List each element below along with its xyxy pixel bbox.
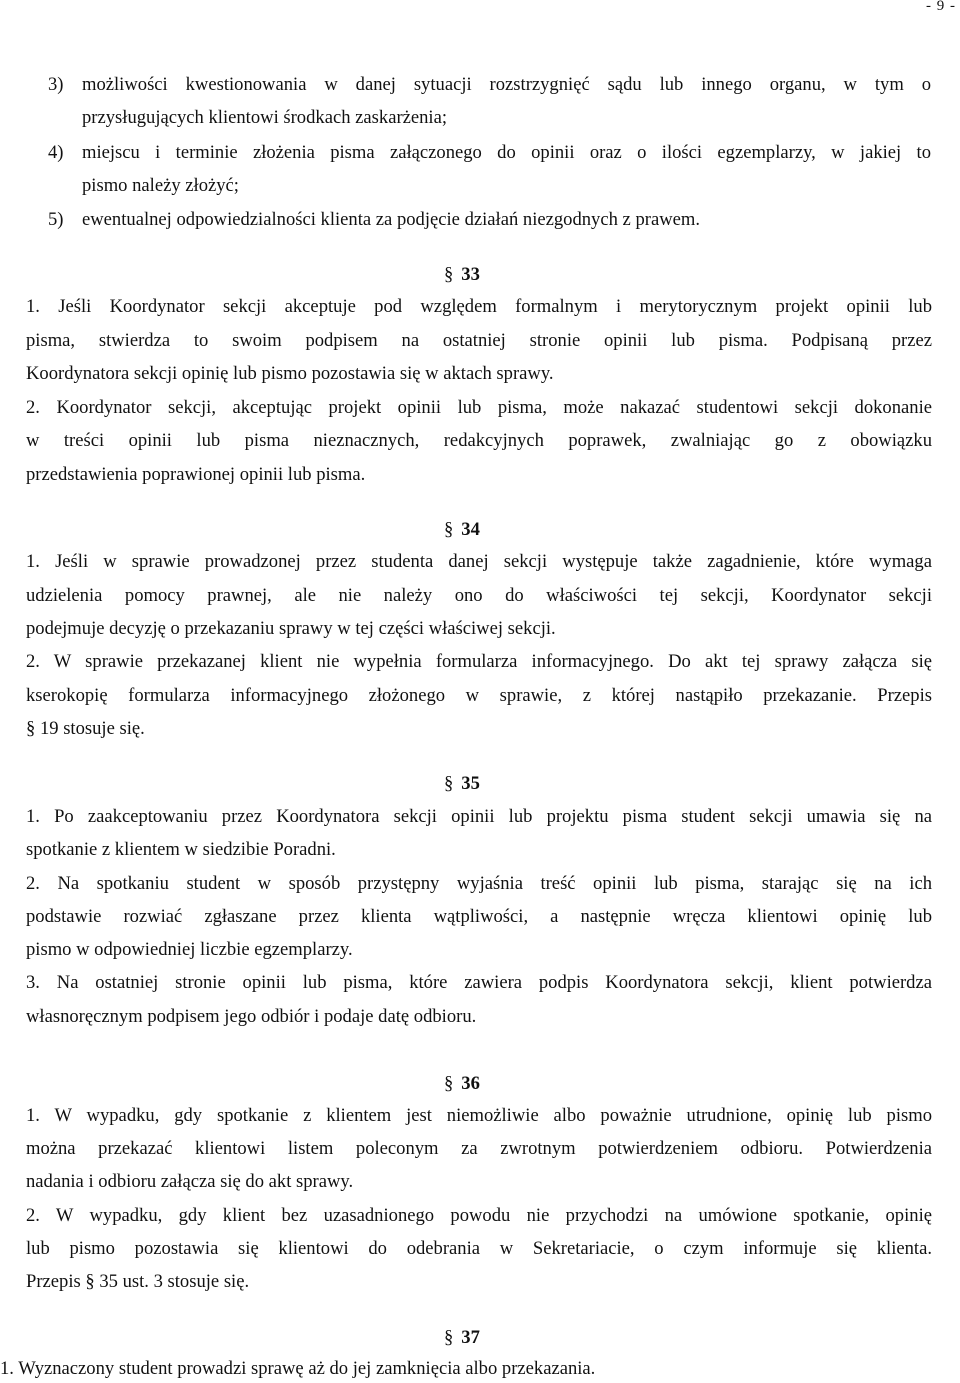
paragraph-line: Przepis § 35 ust. 3 stosuje się. <box>26 1271 250 1292</box>
paragraph-line: 2. Na spotkaniu student w sposób przystępny wyjaśnia treść opinii lub pisma, starając się na ich <box>26 873 932 894</box>
list-item-number: 5) <box>48 209 64 230</box>
paragraph-line: § 19 stosuje się. <box>26 718 145 739</box>
section-number: 36 <box>461 1073 480 1094</box>
paragraph-line: pisma, stwierdza to swoim podpisem na ostatniej stronie opinii lub pisma. Podpisaną przez <box>26 330 932 351</box>
paragraph-line: 2. Koordynator sekcji, akceptując projekt opinii lub pisma, może nakazać studentowi sekcji dokonanie <box>26 397 932 418</box>
section-number: 34 <box>461 519 480 540</box>
paragraph-line: 1. Jeśli Koordynator sekcji akceptuje pod względem formalnym i merytorycznym projekt opinii lub <box>26 296 932 317</box>
paragraph-line: przedstawienia poprawionej opinii lub pisma. <box>26 464 366 485</box>
section-number: 35 <box>461 773 480 794</box>
paragraph-line: pismo w odpowiedniej liczbie egzemplarzy. <box>26 939 353 960</box>
paragraph-line: w treści opinii lub pisma nieznacznych, redakcyjnych poprawek, zwalniając go z obowiązku <box>26 430 932 451</box>
section-symbol: § <box>444 264 454 285</box>
paragraph-line: 1. W wypadku, gdy spotkanie z klientem jest niemożliwie albo poważnie utrudnione, opinię lub pismo <box>26 1105 932 1126</box>
section-symbol: § <box>444 1327 454 1348</box>
paragraph-line: udzielenia pomocy prawnej, ale nie należy ono do właściwości tej sekcji, Koordynator sekcji <box>26 585 932 606</box>
section-heading-37 <box>444 1325 480 1351</box>
list-item-number: 4) <box>48 142 64 163</box>
list-item-number: 3) <box>48 74 64 95</box>
section-heading-36 <box>444 1071 480 1097</box>
list-item-line: możliwości kwestionowania w danej sytuacji rozstrzygnięć sądu lub innego organu, w tym o <box>82 74 931 95</box>
list-item-line: pismo należy złożyć; <box>82 175 239 196</box>
paragraph-line: lub pismo pozostawia się klientowi do odebrania w Sekretariacie, o czym informuje się klienta. <box>26 1238 932 1259</box>
list-item-line: przysługujących klientowi środkach zaskarżenia; <box>82 107 448 128</box>
section-number: 33 <box>461 264 480 285</box>
section-number: 37 <box>461 1327 480 1348</box>
paragraph-line: 2. W sprawie przekazanej klient nie wypełnia formularza informacyjnego. Do akt tej sprawy załącza się <box>26 651 932 672</box>
section-heading-34 <box>444 517 480 543</box>
section-symbol: § <box>444 519 454 540</box>
paragraph-line: kserokopię formularza informacyjnego złożonego w sprawie, z której nastąpiło przekazanie. Przepis <box>26 685 932 706</box>
paragraph-line: 1. Wyznaczony student prowadzi sprawę aż do jej zamknięcia albo przekazania. <box>0 1358 596 1379</box>
list-item-line: miejscu i terminie złożenia pisma załączonego do opinii oraz o ilości egzemplarzy, w jakiej to <box>82 142 931 163</box>
paragraph-line: 1. Po zaakceptowaniu przez Koordynatora sekcji opinii lub projektu pisma student sekcji umawia się na <box>26 806 932 827</box>
section-symbol: § <box>444 773 454 794</box>
paragraph-line: 2. W wypadku, gdy klient bez uzasadnionego powodu nie przychodzi na umówione spotkanie, opinię <box>26 1205 932 1226</box>
paragraph-line: własnoręcznym podpisem jego odbiór i podaje datę odbioru. <box>26 1006 477 1027</box>
paragraph-line: nadania i odbioru załącza się do akt sprawy. <box>26 1171 354 1192</box>
paragraph-line: podstawie rozwiać zgłaszane przez klienta wątpliwości, a następnie wręcza klientowi opinię lub <box>26 906 932 927</box>
section-symbol: § <box>444 1073 454 1094</box>
section-heading-33 <box>444 262 480 288</box>
paragraph-line: można przekazać klientowi listem poleconym za zwrotnym potwierdzeniem odbioru. Potwierdzenia <box>26 1138 932 1159</box>
paragraph-line: podejmuje decyzję o przekazaniu sprawy w tej części właściwej sekcji. <box>26 618 556 639</box>
section-heading-35 <box>444 771 480 797</box>
page-number: - 9 - <box>926 0 956 14</box>
paragraph-line: Koordynatora sekcji opinię lub pismo pozostawia się w aktach sprawy. <box>26 363 554 384</box>
paragraph-line: 3. Na ostatniej stronie opinii lub pisma, które zawiera podpis Koordynatora sekcji, klient potwierdza <box>26 972 932 993</box>
list-item-line: ewentualnej odpowiedzialności klienta za podjęcie działań niezgodnych z prawem. <box>82 209 700 230</box>
paragraph-line: 1. Jeśli w sprawie prowadzonej przez studenta danej sekcji występuje także zagadnienie, które wymaga <box>26 551 932 572</box>
paragraph-line: spotkanie z klientem w siedzibie Poradni. <box>26 839 336 860</box>
